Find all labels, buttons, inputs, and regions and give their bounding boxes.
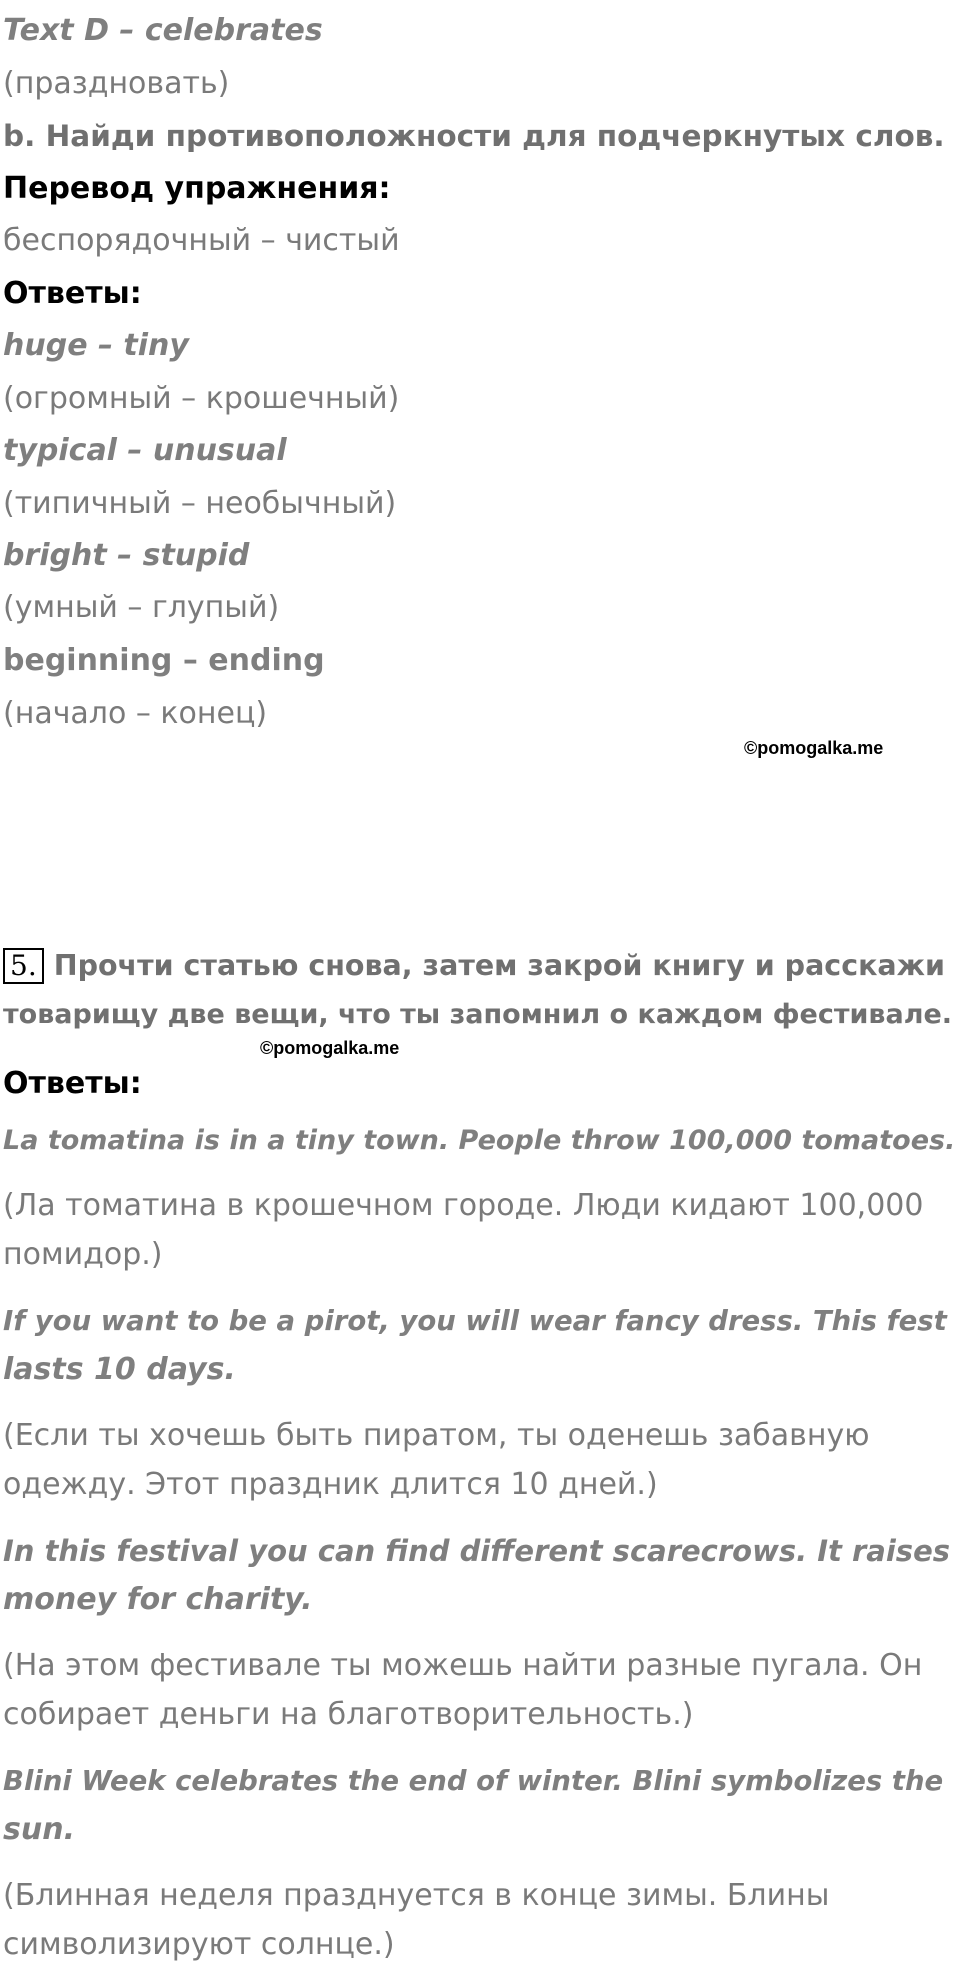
opposite-pair-3-translation: (умный – глупый) — [3, 590, 280, 625]
answer-2-russian-line-2: одежду. Этот праздник длится 10 дней.) — [3, 1467, 658, 1502]
answer-4-english-line-2: sun. — [3, 1812, 75, 1847]
answer-4-russian-line-2: символизируют солнце.) — [3, 1927, 395, 1962]
answer-1-russian-line-1: (Ла томатина в крошечном городе. Люди кидают 100,000 — [3, 1188, 924, 1223]
answer-3-english-line-2: money for charity. — [3, 1582, 313, 1617]
task-number-box: 5. — [3, 948, 44, 984]
task-5-instruction-line-2: товарищу две вещи, что ты запомнил о каждом фестивале. — [3, 999, 953, 1030]
task-5-text-1: Прочти статью снова, затем закрой книгу и расскажи — [53, 949, 945, 982]
watermark: ©pomogalka.me — [260, 1038, 400, 1058]
task-b-instruction: b. Найди противоположности для подчеркнутых слов. — [3, 119, 945, 153]
answer-3-russian-line-2: собирает деньги на благотворительность.) — [3, 1697, 694, 1732]
answer-3-english-line-1: In this festival you can find different scarecrows. It raises — [3, 1534, 951, 1568]
answer-1-english: La tomatina is in a tiny town. People throw 100,000 tomatoes. — [3, 1125, 956, 1156]
opposite-pair-3: bright – stupid — [3, 538, 250, 573]
opposite-pair-2-translation: (типичный – необычный) — [3, 486, 397, 521]
opposite-pair-4: beginning – ending — [3, 643, 325, 678]
opposite-pair-1: huge – tiny — [3, 328, 189, 363]
translation-heading: Перевод упражнения: — [3, 171, 391, 206]
opposite-pair-4-translation: (начало – конец) — [3, 696, 268, 731]
answer-2-english-line-2: lasts 10 days. — [3, 1352, 236, 1387]
answer-word-text-d: Text D – celebrates — [3, 13, 323, 48]
answers-heading: Ответы: — [3, 1066, 142, 1101]
answers-heading: Ответы: — [3, 276, 142, 311]
answer-3-russian-line-1: (На этом фестивале ты можешь найти разные пугала. Он — [3, 1648, 923, 1683]
opposite-pair-1-translation: (огромный – крошечный) — [3, 381, 400, 416]
answer-4-russian-line-1: (Блинная неделя празднуется в конце зимы. Блины — [3, 1878, 830, 1913]
answer-1-russian-line-2: помидор.) — [3, 1237, 163, 1272]
opposite-pair-2: typical – unusual — [3, 433, 287, 468]
answer-2-russian-line-1: (Если ты хочешь быть пиратом, ты оденешь забавную — [3, 1418, 870, 1453]
answer-4-english-line-1: Blini Week celebrates the end of winter. Blini symbolizes the — [3, 1765, 944, 1797]
answer-2-english-line-1: If you want to be a pirot, you will wear fancy dress. This fest — [3, 1305, 947, 1337]
watermark: ©pomogalka.me — [744, 738, 884, 758]
task-5-instruction-line-1 — [3, 948, 945, 984]
exercise-translation: беспорядочный – чистый — [3, 223, 400, 258]
translation-celebrate: (праздновать) — [3, 66, 230, 101]
